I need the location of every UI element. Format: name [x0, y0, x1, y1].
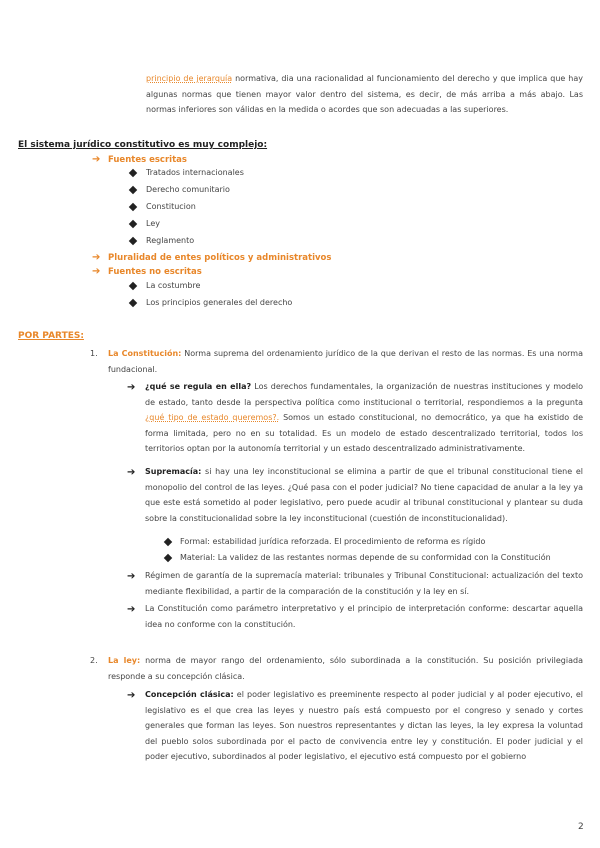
list-item: Constitucion	[146, 202, 196, 211]
ley-paragraph	[108, 653, 583, 684]
regula-paragraph	[145, 379, 583, 457]
list-item: La costumbre	[146, 281, 201, 290]
diamond-bullet-icon	[129, 220, 137, 228]
arrow-icon: ➔	[127, 382, 136, 393]
list-item: Ley	[146, 219, 160, 228]
diamond-bullet-icon	[129, 169, 137, 177]
arrow-icon: ➔	[92, 154, 101, 165]
ley-text: norma de mayor rango del ordenamiento, sólo subordinada a la constitución. Su posición privilegiada responde a su concepción clásica.	[108, 656, 583, 681]
section-number: 1.	[90, 349, 98, 358]
supremacia-paragraph	[145, 464, 583, 526]
diamond-bullet-icon	[129, 237, 137, 245]
concepcion-text: el poder legislativo es preeminente respecto al poder judicial y al poder ejecutivo, el legislativo es el que crea las leyes y nuestro país está compuesto por el congreso y senado y cortes generales que forman las leyes. Son nuestros representantes y dictan las leyes, la ley expresa la voluntad del pueblo solos subordinada por el pacto de convivencia entre ley y constitución. El poder judicial y el poder ejecutivo, subordinados al poder legislativo, el ejecutivo está compuesto por el gobierno	[145, 690, 584, 761]
intro-text: normativa, dia una racionalidad al funcionamiento del derecho y que implica que hay algunas normas que tienen mayor valor dentro del sistema, es decir, de más arriba a más abajo. Las normas inferiores son válidas en la medida o acordes que son adecuadas a las superiores.	[146, 74, 583, 114]
diamond-bullet-icon	[129, 299, 137, 307]
diamond-bullet-icon	[129, 203, 137, 211]
diamond-bullet-icon	[129, 186, 137, 194]
concepcion-title: Concepción clásica:	[145, 690, 234, 699]
supremacia-text: si hay una ley inconstitucional se elimina a partir de que el tribunal constitucional tiene el monopolio del control de las leyes. ¿Qué pasa con el poder judicial? No tiene capacidad de anular a la ley ya que este está sometido al poder legislativo, pero puede acudir al tribunal constitucional y plantear su duda sobre la constitucionalidad sobre la ley inconstitucional (cuestión de inconstitucionalidad).	[145, 467, 583, 523]
list-item: Derecho comunitario	[146, 185, 230, 194]
constitution-text: Norma suprema del ordenamiento jurídico de la que derivan el resto de las normas. Es una norma fundacional.	[108, 349, 583, 374]
list-item: Tratados internacionales	[146, 168, 244, 177]
constitution-title: La Constitución:	[108, 349, 182, 358]
intro-term: principio de jerarquía	[146, 74, 233, 83]
fuentes-no-escritas-label: Fuentes no escritas	[108, 267, 202, 277]
arrow-icon: ➔	[127, 690, 136, 701]
supremacia-formal: Formal: estabilidad jurídica reforzada. El procedimiento de reforma es rígido	[180, 537, 486, 546]
pluralidad-label: Pluralidad de entes políticos y administrativos	[108, 253, 332, 263]
intro-paragraph	[146, 71, 583, 118]
section-number: 2.	[90, 656, 98, 665]
regula-text-b: Somos un estado constitucional, no democrático, ya que ha existido de forma limitada, pero no en su totalidad. Es un modelo de estado descentralizado territorial, todos los territorios optan por la autonomía territorial y un estado descentralizado administrativamente.	[145, 413, 584, 453]
diamond-bullet-icon	[164, 554, 172, 562]
fuentes-escritas-label: Fuentes escritas	[108, 155, 187, 165]
supremacia-title: Supremacía:	[145, 467, 202, 476]
regimen-paragraph: Régimen de garantía de la supremacía material: tribunales y Tribunal Constitucional: actualización del texto mediante flexibilidad, a partir de la comparación de la constitución y la ley en sí.	[145, 571, 583, 596]
arrow-icon: ➔	[127, 571, 136, 582]
estado-question: ¿qué tipo de estado queremos?.	[145, 413, 280, 422]
arrow-icon: ➔	[92, 266, 101, 277]
supremacia-material: Material: La validez de las restantes normas depende de su conformidad con la Constitución	[180, 553, 551, 562]
page-number: 2	[578, 822, 584, 832]
parametro-paragraph: La Constitución como parámetro interpretativo y el principio de interpretación conforme: descartar aquella idea no conforme con la constitución.	[145, 604, 583, 629]
list-item: Reglamento	[146, 236, 195, 245]
ley-title: La ley:	[108, 656, 141, 665]
regula-question: ¿qué se regula en ella?	[145, 382, 252, 391]
arrow-icon: ➔	[92, 252, 101, 263]
complex-heading: El sistema jurídico constitutivo es muy complejo:	[18, 140, 268, 150]
list-item: Los principios generales del derecho	[146, 298, 293, 307]
arrow-icon: ➔	[127, 604, 136, 615]
arrow-icon: ➔	[127, 467, 136, 478]
concepcion-paragraph	[145, 687, 583, 765]
diamond-bullet-icon	[129, 282, 137, 290]
diamond-bullet-icon	[164, 538, 172, 546]
constitution-paragraph	[108, 346, 583, 377]
regula-text-a: Los derechos fundamentales, la organización de nuestras instituciones y modelo de estado, tanto desde la perspectiva política como institucional o territorial, respondiemos a la pregunta	[145, 382, 584, 407]
partes-heading: POR PARTES:	[18, 331, 84, 341]
